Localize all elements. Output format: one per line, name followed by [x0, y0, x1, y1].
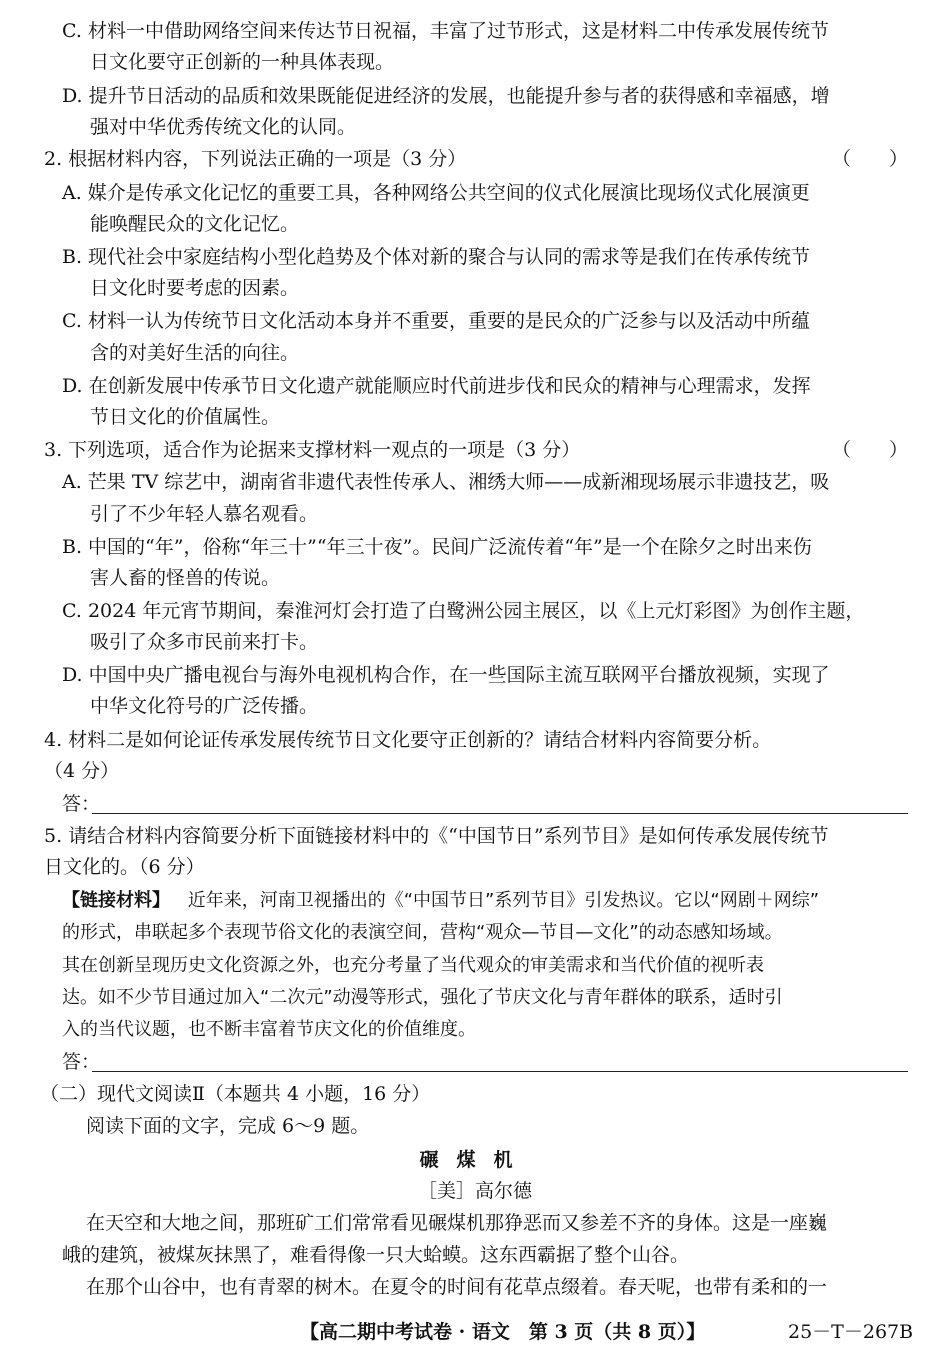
q2-option-c-line2: 含的对美好生活的向往。: [90, 342, 300, 364]
q5-answer-line[interactable]: [92, 1071, 908, 1072]
q2-option-d-line2: 节日文化的价值属性。: [90, 406, 281, 428]
q5-answer-label: 答：: [62, 1051, 101, 1073]
link-material-text-1: 近年来，河南卫视播出的《“中国节日”系列节目》引发热议。它以“网剧＋网综”: [187, 890, 820, 911]
q4-stem-line2: （4 分）: [44, 760, 120, 782]
q3-option-c-line2: 吸引了众多市民前来打卡。: [90, 631, 319, 653]
q2-answer-parentheses: （ ）: [831, 148, 908, 170]
q3-option-d-line2: 中华文化符号的广泛传播。: [90, 695, 319, 717]
q1-option-d-line1: D. 提升节日活动的品质和效果既能促进经济的发展，也能提升参与者的获得感和幸福感，增: [62, 85, 830, 107]
q1-option-c-line1: C. 材料一中借助网络空间来传达节日祝福，丰富了过节形式，这是材料二中传承发展传统节: [62, 20, 829, 42]
q3-option-b-line2: 害人畜的怪兽的传说。: [90, 567, 281, 589]
q4-answer-line[interactable]: [92, 813, 908, 814]
q2-option-b-line1: B. 现代社会中家庭结构小型化趋势及个体对新的聚合与认同的需求等是我们在传承传统节: [62, 246, 811, 268]
exam-code: 25－T－267B: [788, 1321, 914, 1343]
q2-option-a-line1: A. 媒介是传承文化记忆的重要工具，各种网络公共空间的仪式化展演比现场仪式化展演更: [62, 182, 810, 204]
q3-option-a-line2: 引了不少年轻人慕名观看。: [90, 503, 319, 525]
article-para1-line2: 峨的建筑，被煤灰抹黑了，难看得像一只大蛤蟆。这东西霸据了整个山谷。: [62, 1244, 690, 1266]
article-author: ［美］高尔德: [417, 1180, 532, 1202]
q3-option-c-line1: C. 2024 年元宵节期间，秦淮河灯会打造了白鹭洲公园主展区，以《上元灯彩图》为创作主题，: [62, 600, 865, 622]
q2-option-a-line2: 能唤醒民众的文化记忆。: [90, 213, 300, 235]
q2-stem-row: [44, 145, 908, 173]
q1-option-d-line2: 强对中华优秀传统文化的认同。: [90, 116, 357, 138]
q3-stem-row: [44, 436, 908, 464]
q5-stem-line1: 5. 请结合材料内容简要分析下面链接材料中的《“中国节日”系列节目》是如何传承发展传统节: [44, 825, 829, 847]
q2-stem: 2. 根据材料内容，下列说法正确的一项是（3 分）: [44, 148, 467, 170]
page-footer: 【高二期中考试卷 · 语文 第 3 页（共 8 页）】: [300, 1321, 706, 1343]
article-para1-line1: 在天空和大地之间，那班矿工们常常看见碾煤机那狰恶而又参差不齐的身体。这是一座巍: [86, 1212, 828, 1234]
q4-stem-line1: 4. 材料二是如何论证传承发展传统节日文化要守正创新的？请结合材料内容简要分析。: [44, 729, 772, 751]
q2-option-b-line2: 日文化时要考虑的因素。: [90, 277, 300, 299]
link-material-line4: 达。如不少节目通过加入“二次元”动漫等形式，强化了节庆文化与青年群体的联系，适时引: [62, 987, 783, 1008]
q5-stem-line2: 日文化的。（6 分）: [44, 856, 205, 878]
article-para2-line1: 在那个山谷中，也有青翠的树木。在夏令的时间有花草点缀着。春天呢，也带有柔和的一: [86, 1276, 828, 1298]
q3-option-a-line1: A. 芒果 TV 综艺中，湖南省非遗代表性传承人、湘绣大师——成新湘现场展示非遗技艺，吸: [62, 471, 830, 493]
link-material-line5: 入的当代议题，也不断丰富着节庆文化的价值维度。: [62, 1019, 476, 1040]
link-material-line3: 其在创新呈现历史文化资源之外，也充分考量了当代观众的审美需求和当代价值的视听表: [62, 955, 764, 976]
q3-stem: 3. 下列选项，适合作为论据来支撑材料一观点的一项是（3 分）: [44, 439, 581, 461]
q3-option-d-line1: D. 中国中央广播电视台与海外电视机构合作，在一些国际主流互联网平台播放视频，实现了: [62, 664, 830, 686]
link-material-line2: 的形式，串联起多个表现节俗文化的表演空间，营构“观众—节目—文化”的动态感知场域。: [62, 922, 783, 943]
reading-instruction: 阅读下面的文字，完成 6～9 题。: [86, 1115, 370, 1137]
q3-option-b-line1: B. 中国的“年”，俗称“年三十”“年三十夜”。民间广泛流传着“年”是一个在除夕之时出来伤: [62, 536, 812, 558]
q2-option-d-line1: D. 在创新发展中传承节日文化遗产就能顺应时代前进步伐和民众的精神与心理需求，发挥: [62, 375, 811, 397]
section-heading: （二）现代文阅读Ⅱ（本题共 4 小题，16 分）: [40, 1083, 431, 1105]
q1-option-c-line2: 日文化要守正创新的一种具体表现。: [90, 51, 395, 73]
q2-option-c-line1: C. 材料一认为传统节日文化活动本身并不重要，重要的是民众的广泛参与以及活动中所蕴: [62, 310, 810, 332]
link-material-line1: [62, 887, 819, 915]
article-title: 碾煤机: [419, 1149, 531, 1171]
q4-answer-label: 答：: [62, 793, 101, 815]
link-material-heading: 【链接材料】: [62, 890, 170, 911]
q3-answer-parentheses: （ ）: [831, 439, 908, 461]
